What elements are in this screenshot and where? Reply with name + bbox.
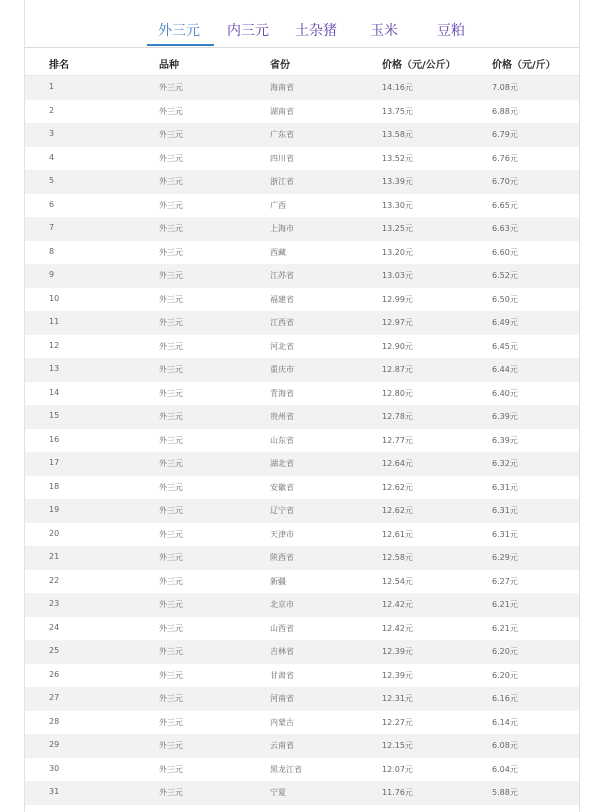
rank-cell: 20: [49, 528, 60, 538]
price-per-jin-cell: 7.08元: [492, 83, 518, 92]
province-cell: 陕西省: [270, 553, 294, 562]
price-per-kg-cell: 12.42元: [382, 600, 413, 609]
province-cell: 贵州省: [270, 412, 294, 421]
variety-cell: 外三元: [159, 741, 183, 750]
province-cell: 浙江省: [270, 177, 294, 186]
province-cell: 辽宁省: [270, 506, 294, 515]
price-per-kg-cell: 12.62元: [382, 506, 413, 515]
province-cell: 黑龙江省: [270, 764, 302, 774]
table-row: [25, 358, 579, 382]
price-per-kg-cell: 12.58元: [382, 553, 413, 562]
price-per-jin-cell: 6.76元: [492, 153, 518, 163]
province-cell: 安徽省: [270, 482, 294, 492]
price-per-jin-cell: 6.44元: [492, 365, 518, 374]
rank-cell: 28: [49, 716, 60, 726]
price-per-jin-cell: 6.21元: [492, 600, 518, 609]
variety-cell: 外三元: [159, 365, 183, 374]
table-row: [25, 711, 579, 735]
province-cell: 广东省: [270, 130, 294, 139]
rank-cell: 9: [49, 270, 55, 279]
rank-cell: 30: [49, 763, 60, 773]
category-tabs: [25, 0, 579, 48]
price-per-jin-cell: 6.31元: [492, 482, 518, 492]
price-per-jin-cell: 6.40元: [492, 388, 518, 398]
rank-cell: 8: [49, 246, 55, 256]
column-header-rank: 排名: [49, 60, 69, 71]
price-per-kg-cell: 12.62元: [382, 482, 413, 492]
variety-cell: 外三元: [159, 764, 183, 774]
rank-cell: 6: [49, 199, 55, 209]
price-per-jin-cell: 5.88元: [492, 788, 518, 797]
price-per-jin-cell: 6.31元: [492, 506, 518, 515]
variety-cell: 外三元: [159, 412, 183, 421]
province-cell: 天津市: [270, 529, 294, 539]
table-row: [25, 734, 579, 758]
rank-cell: 26: [49, 669, 60, 679]
variety-cell: 外三元: [159, 694, 183, 703]
province-cell: 河北省: [270, 341, 294, 351]
variety-cell: 外三元: [159, 482, 183, 492]
province-cell: 湖南省: [270, 106, 294, 116]
province-cell: 河南省: [270, 694, 294, 703]
table-row: [25, 546, 579, 570]
rank-cell: 12: [49, 340, 60, 350]
price-per-kg-cell: 12.64元: [382, 459, 413, 468]
province-cell: 江西省: [270, 318, 294, 327]
variety-cell: 外三元: [159, 224, 183, 233]
price-per-kg-cell: 12.42元: [382, 623, 413, 633]
province-cell: 云南省: [270, 741, 294, 750]
active-tab-indicator: [147, 44, 214, 46]
price-per-jin-cell: 6.63元: [492, 224, 518, 233]
table-row: [25, 100, 579, 124]
variety-cell: 外三元: [159, 435, 183, 445]
province-cell: 四川省: [270, 153, 294, 163]
province-cell: 西藏: [270, 247, 286, 257]
price-per-kg-cell: 12.80元: [382, 388, 413, 398]
variety-cell: 外三元: [159, 153, 183, 163]
table-row: [25, 499, 579, 523]
price-per-kg-cell: 12.54元: [382, 576, 413, 586]
price-per-jin-cell: 6.88元: [492, 106, 518, 116]
rank-cell: 1: [49, 82, 55, 91]
price-per-jin-cell: 6.65元: [492, 200, 518, 210]
variety-cell: 外三元: [159, 341, 183, 351]
column-header-province: 省份: [270, 60, 290, 71]
column-header-price-per-kg: 价格（元/公斤）: [382, 60, 456, 71]
column-header-price-per-jin: 价格（元/斤）: [492, 60, 556, 71]
price-per-jin-cell: 6.32元: [492, 459, 518, 468]
price-per-kg-cell: 12.61元: [382, 529, 413, 539]
price-per-jin-cell: 6.04元: [492, 764, 518, 774]
price-per-kg-cell: 13.75元: [382, 106, 413, 116]
table-row: [25, 264, 579, 288]
table-row: [25, 76, 579, 100]
table-row: [25, 781, 579, 805]
price-per-jin-cell: 6.45元: [492, 341, 518, 351]
rank-cell: 19: [49, 505, 60, 514]
rank-cell: 31: [49, 787, 60, 796]
table-row: [25, 147, 579, 171]
variety-cell: 外三元: [159, 576, 183, 586]
price-per-jin-cell: 6.60元: [492, 247, 518, 257]
table-row: [25, 288, 579, 312]
price-per-jin-cell: 6.39元: [492, 435, 518, 445]
variety-cell: 外三元: [159, 177, 183, 186]
price-per-jin-cell: 6.29元: [492, 553, 518, 562]
price-per-kg-cell: 12.15元: [382, 741, 413, 750]
province-cell: 宁夏: [270, 788, 286, 797]
price-per-kg-cell: 12.07元: [382, 764, 413, 774]
rank-cell: 18: [49, 481, 60, 491]
rank-cell: 3: [49, 129, 55, 138]
price-per-kg-cell: 12.97元: [382, 318, 413, 327]
province-cell: 山东省: [270, 435, 294, 445]
rank-cell: 15: [49, 411, 60, 420]
rank-cell: 29: [49, 740, 60, 749]
table-row: [25, 241, 579, 265]
rank-cell: 14: [49, 387, 60, 397]
price-per-jin-cell: 6.52元: [492, 271, 518, 280]
table-header: [25, 48, 579, 76]
province-cell: 吉林省: [270, 647, 294, 656]
tab-tu-za-zhu[interactable]: 土杂猪: [295, 23, 337, 39]
table-row: [25, 640, 579, 664]
variety-cell: 外三元: [159, 506, 183, 515]
price-per-kg-cell: 12.77元: [382, 435, 413, 445]
table-row: [25, 382, 579, 406]
price-per-jin-cell: 6.21元: [492, 623, 518, 633]
price-ranking-panel: [24, 0, 580, 812]
table-row: [25, 452, 579, 476]
variety-cell: 外三元: [159, 83, 183, 92]
price-per-jin-cell: 6.20元: [492, 647, 518, 656]
price-per-jin-cell: 6.14元: [492, 717, 518, 727]
variety-cell: 外三元: [159, 647, 183, 656]
province-cell: 甘肃省: [270, 670, 294, 680]
tab-nei-san-yuan[interactable]: 内三元: [227, 23, 269, 39]
province-cell: 北京市: [270, 600, 294, 609]
province-cell: 广西: [270, 200, 286, 210]
table-row: [25, 405, 579, 429]
price-per-kg-cell: 12.87元: [382, 365, 413, 374]
variety-cell: 外三元: [159, 600, 183, 609]
rank-cell: 2: [49, 105, 55, 115]
price-per-kg-cell: 11.76元: [382, 788, 413, 797]
rank-cell: 27: [49, 693, 60, 702]
variety-cell: 外三元: [159, 318, 183, 327]
price-per-jin-cell: 6.08元: [492, 741, 518, 750]
price-per-kg-cell: 12.39元: [382, 670, 413, 680]
price-per-kg-cell: 13.58元: [382, 130, 413, 139]
variety-cell: 外三元: [159, 130, 183, 139]
price-per-jin-cell: 6.27元: [492, 576, 518, 586]
rank-cell: 7: [49, 223, 55, 232]
price-per-jin-cell: 6.79元: [492, 130, 518, 139]
rank-cell: 11: [49, 317, 60, 326]
price-per-kg-cell: 12.39元: [382, 647, 413, 656]
table-row: [25, 664, 579, 688]
rank-cell: 4: [49, 152, 55, 162]
price-per-kg-cell: 13.30元: [382, 200, 413, 210]
table-row: [25, 123, 579, 147]
variety-cell: 外三元: [159, 529, 183, 539]
rank-cell: 25: [49, 646, 60, 655]
price-per-jin-cell: 6.16元: [492, 694, 518, 703]
tab-dou-po[interactable]: 豆粕: [437, 23, 465, 39]
price-per-kg-cell: 13.25元: [382, 224, 413, 233]
tab-wai-san-yuan[interactable]: 外三元: [158, 23, 200, 39]
province-cell: 江苏省: [270, 271, 294, 280]
province-cell: 新疆: [270, 576, 286, 586]
province-cell: 海南省: [270, 83, 294, 92]
price-table: [25, 48, 579, 805]
price-per-jin-cell: 6.20元: [492, 670, 518, 680]
column-header-variety: 品种: [159, 60, 179, 71]
rank-cell: 24: [49, 622, 60, 632]
table-row: [25, 570, 579, 594]
province-cell: 上海市: [270, 224, 294, 233]
variety-cell: 外三元: [159, 717, 183, 727]
price-per-kg-cell: 12.31元: [382, 694, 413, 703]
variety-cell: 外三元: [159, 459, 183, 468]
price-per-jin-cell: 6.49元: [492, 318, 518, 327]
variety-cell: 外三元: [159, 670, 183, 680]
province-cell: 内蒙古: [270, 717, 294, 727]
table-row: [25, 687, 579, 711]
price-per-jin-cell: 6.70元: [492, 177, 518, 186]
price-per-jin-cell: 6.39元: [492, 412, 518, 421]
variety-cell: 外三元: [159, 388, 183, 398]
price-per-jin-cell: 6.50元: [492, 294, 518, 304]
table-row: [25, 335, 579, 359]
table-row: [25, 194, 579, 218]
table-row: [25, 593, 579, 617]
province-cell: 青海省: [270, 388, 294, 398]
price-per-kg-cell: 13.03元: [382, 271, 413, 280]
price-per-kg-cell: 12.78元: [382, 412, 413, 421]
rank-cell: 22: [49, 575, 60, 585]
rank-cell: 16: [49, 434, 60, 444]
table-body: [25, 76, 579, 805]
variety-cell: 外三元: [159, 553, 183, 562]
table-row: [25, 311, 579, 335]
price-per-kg-cell: 12.90元: [382, 341, 413, 351]
province-cell: 山西省: [270, 623, 294, 633]
price-per-kg-cell: 12.99元: [382, 294, 413, 304]
rank-cell: 13: [49, 364, 60, 373]
rank-cell: 10: [49, 293, 60, 303]
province-cell: 福建省: [270, 294, 294, 304]
table-row: [25, 170, 579, 194]
price-per-kg-cell: 12.27元: [382, 717, 413, 727]
province-cell: 重庆市: [270, 365, 294, 374]
variety-cell: 外三元: [159, 788, 183, 797]
rank-cell: 17: [49, 458, 60, 467]
price-per-kg-cell: 13.39元: [382, 177, 413, 186]
table-row: [25, 476, 579, 500]
table-row: [25, 617, 579, 641]
variety-cell: 外三元: [159, 247, 183, 257]
tab-yu-mi[interactable]: 玉米: [370, 23, 398, 39]
variety-cell: 外三元: [159, 106, 183, 116]
price-per-jin-cell: 6.31元: [492, 529, 518, 539]
variety-cell: 外三元: [159, 271, 183, 280]
variety-cell: 外三元: [159, 294, 183, 304]
table-row: [25, 429, 579, 453]
rank-cell: 23: [49, 599, 60, 608]
table-row: [25, 217, 579, 241]
table-row: [25, 523, 579, 547]
variety-cell: 外三元: [159, 623, 183, 633]
table-row: [25, 758, 579, 782]
price-per-kg-cell: 14.16元: [382, 83, 413, 92]
province-cell: 湖北省: [270, 459, 294, 468]
price-per-kg-cell: 13.52元: [382, 153, 413, 163]
rank-cell: 21: [49, 552, 60, 561]
variety-cell: 外三元: [159, 200, 183, 210]
rank-cell: 5: [49, 176, 55, 185]
price-per-kg-cell: 13.20元: [382, 247, 413, 257]
